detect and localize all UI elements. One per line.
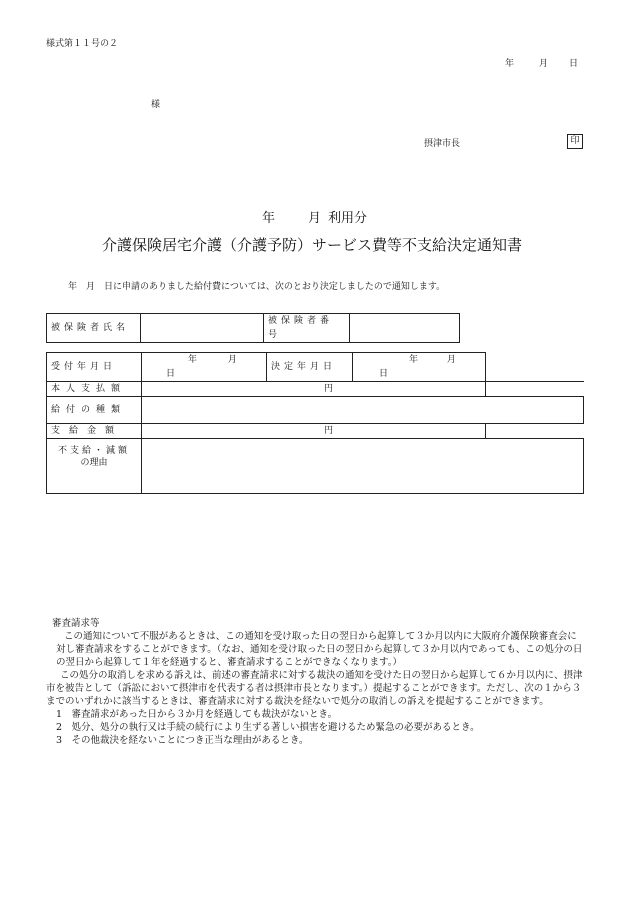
decision-date-field[interactable] [353, 353, 486, 382]
notes-item-3: 3 その他裁決を経ないことにつき正当な理由があるとき。 [56, 735, 309, 746]
receipt-date-field[interactable] [142, 353, 267, 382]
notes-item-1: 1 審査請求があった日から３か月を経過しても裁決がないとき。 [56, 709, 338, 720]
payment-amount-label: 支給金額 [47, 424, 142, 439]
period-month: 月 [308, 211, 322, 226]
detail-table [46, 352, 584, 494]
period-usage: 利用分 [328, 211, 368, 226]
self-pay-label: 本人支払額 [47, 382, 142, 397]
benefit-type-field[interactable] [142, 397, 584, 424]
notes-paragraph-2: この処分の取消しを求める訴えは、前述の審査請求に対する裁決の通知を受けた日の翌日から起算して６か月以内に、摂津市を被告として（訴訟において摂津市を代表する者は摂津市長となります。）提起することができます。ただし、次の１から３までのいずれかに該当するときは、審査請求に対する裁決を経ないで処分の取消しの訴えを提起することができます。 [46, 670, 583, 707]
decision-day: 日 [379, 369, 389, 379]
issuer: 摂津市長 [424, 139, 461, 149]
form-number: 様式第１１号の２ [46, 39, 119, 49]
reason-label-line1: 不支給・減額 [57, 446, 130, 456]
self-pay-unit: 円 [323, 384, 333, 394]
benefit-type-label: 給付の種類 [47, 397, 142, 424]
decision-year: 年 [409, 355, 419, 365]
payment-amount-field[interactable] [142, 424, 486, 439]
insured-table [46, 313, 460, 343]
receipt-day: 日 [166, 369, 176, 379]
notes-paragraph-1: この通知について不服があるときは、この通知を受け取った日の翌日から起算して３か月以内に大阪府介護保険審査会に対し審査請求をすることができます。（なお、通知を受け取った日の翌日から起算して３か月以内であっても、この処分の日の翌日から起算して１年を経過すると、審査請求することができなくなります。） [56, 631, 583, 668]
appeal-notes [46, 617, 586, 747]
receipt-date-label: 受付年月日 [47, 353, 142, 382]
reason-label-line2: の理由 [80, 458, 108, 468]
period-year: 年 [262, 211, 276, 226]
payment-unit: 円 [323, 426, 333, 436]
self-pay-field[interactable] [142, 382, 486, 397]
page-title: 介護保険居宅介護（介護予防）サービス費等不支給決定通知書 [102, 236, 523, 254]
date-day: 日 [569, 59, 579, 69]
intro-text: 年 月 日に申請のありました給付費については、次のとおり決定しましたので通知します。 [68, 282, 446, 292]
insured-number-field[interactable] [350, 314, 460, 343]
seal-mark: 印 [567, 134, 583, 149]
date-month: 月 [539, 59, 549, 69]
notes-heading: 審査請求等 [52, 618, 100, 629]
receipt-month: 月 [227, 355, 237, 365]
insured-name-label: 被保険者氏名 [47, 314, 141, 343]
decision-month: 月 [446, 355, 456, 365]
insured-number-label: 被保険者番号 [264, 314, 350, 343]
insured-name-field[interactable] [141, 314, 264, 343]
receipt-year: 年 [188, 355, 198, 365]
addressee-suffix: 様 [151, 100, 161, 110]
date-year: 年 [505, 59, 515, 69]
decision-date-label: 決定年月日 [267, 353, 353, 382]
reason-label [47, 439, 142, 494]
reason-field[interactable] [142, 439, 584, 494]
notes-item-2: 2 処分、処分の執行又は手続の続行により生ずる著しい損害を避けるため緊急の必要があるとき。 [56, 722, 480, 733]
